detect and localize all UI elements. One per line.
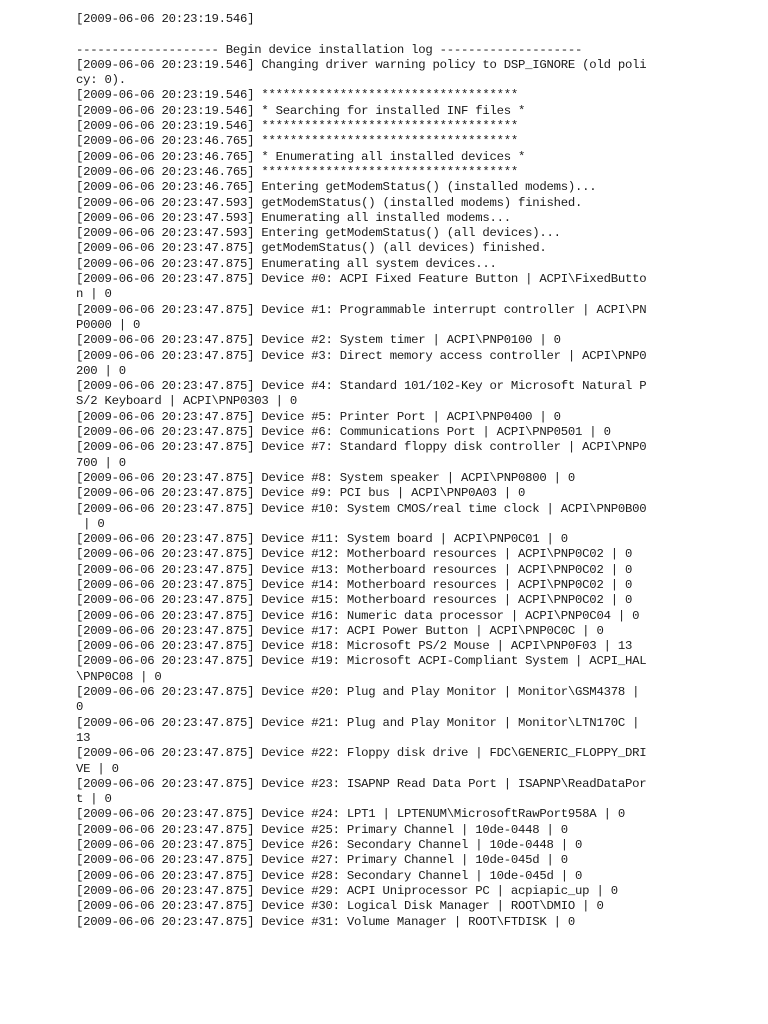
log-line: [2009-06-06 20:23:47.875] Device #23: ISAPNP Read Data Port | ISAPNP\ReadDataPor [76, 776, 647, 791]
log-line: [2009-06-06 20:23:47.593] getModemStatus() (installed modems) finished. [76, 195, 583, 210]
log-line: [2009-06-06 20:23:47.875] getModemStatus() (all devices) finished. [76, 241, 547, 256]
log-line: [2009-06-06 20:23:47.875] Device #2: System timer | ACPI\PNP0100 | 0 [76, 333, 561, 348]
log-line: \PNP0C08 | 0 [76, 669, 162, 684]
log-line: [2009-06-06 20:23:47.875] Device #13: Motherboard resources | ACPI\PNP0C02 | 0 [76, 562, 633, 577]
log-line: [2009-06-06 20:23:19.546] ************************************ [76, 88, 519, 103]
log-line: [2009-06-06 20:23:46.765] ************************************ [76, 134, 519, 149]
log-line: [2009-06-06 20:23:47.875] Device #31: Volume Manager | ROOT\FTDISK | 0 [76, 914, 576, 929]
log-line: 700 | 0 [76, 455, 126, 470]
log-line: [2009-06-06 20:23:47.875] Device #10: System CMOS/real time clock | ACPI\PNP0B00 [76, 501, 647, 516]
log-line: [2009-06-06 20:23:47.875] Device #26: Secondary Channel | 10de-0448 | 0 [76, 838, 583, 853]
log-line: [2009-06-06 20:23:47.875] Device #7: Standard floppy disk controller | ACPI\PNP0 [76, 440, 647, 455]
log-line: [2009-06-06 20:23:47.875] Device #5: Printer Port | ACPI\PNP0400 | 0 [76, 409, 561, 424]
log-line: [2009-06-06 20:23:47.875] Device #8: System speaker | ACPI\PNP0800 | 0 [76, 470, 576, 485]
log-line: [2009-06-06 20:23:47.875] Device #4: Standard 101/102-Key or Microsoft Natural P [76, 379, 647, 394]
log-line: [2009-06-06 20:23:19.546] [76, 12, 255, 26]
log-line: cy: 0). [76, 73, 126, 88]
log-line [76, 27, 676, 42]
log-line: [2009-06-06 20:23:47.875] Device #1: Programmable interrupt controller | ACPI\PN [76, 302, 647, 317]
log-line: [2009-06-06 20:23:47.875] Device #27: Primary Channel | 10de-045d | 0 [76, 853, 568, 868]
log-line: [2009-06-06 20:23:47.875] Device #6: Communications Port | ACPI\PNP0501 | 0 [76, 425, 611, 440]
log-line: [2009-06-06 20:23:47.875] Device #21: Plug and Play Monitor | Monitor\LTN170C | [76, 715, 640, 730]
device-installation-log [76, 12, 676, 930]
log-line: [2009-06-06 20:23:47.875] Device #9: PCI bus | ACPI\PNP0A03 | 0 [76, 486, 526, 501]
log-line: [2009-06-06 20:23:47.593] Entering getModemStatus() (all devices)... [76, 226, 561, 241]
log-line: [2009-06-06 20:23:47.875] Device #15: Motherboard resources | ACPI\PNP0C02 | 0 [76, 593, 633, 608]
log-line: S/2 Keyboard | ACPI\PNP0303 | 0 [76, 394, 298, 409]
log-line: [2009-06-06 20:23:47.875] Device #0: ACPI Fixed Feature Button | ACPI\FixedButto [76, 272, 647, 287]
log-line: [2009-06-06 20:23:47.875] Device #20: Plug and Play Monitor | Monitor\GSM4378 | [76, 685, 640, 700]
log-line: [2009-06-06 20:23:47.875] Enumerating all system devices... [76, 256, 497, 271]
log-line: [2009-06-06 20:23:47.875] Device #16: Numeric data processor | ACPI\PNP0C04 | 0 [76, 608, 640, 623]
log-line: [2009-06-06 20:23:47.875] Device #12: Motherboard resources | ACPI\PNP0C02 | 0 [76, 547, 633, 562]
log-line: [2009-06-06 20:23:47.875] Device #29: ACPI Uniprocessor PC | acpiapic_up | 0 [76, 883, 618, 898]
log-line: [2009-06-06 20:23:47.875] Device #22: Floppy disk drive | FDC\GENERIC_FLOPPY_DRI [76, 746, 647, 761]
log-line: [2009-06-06 20:23:19.546] ************************************ [76, 119, 519, 134]
log-line: [2009-06-06 20:23:47.875] Device #25: Primary Channel | 10de-0448 | 0 [76, 822, 568, 837]
log-line: [2009-06-06 20:23:19.546] * Searching for installed INF files * [76, 103, 526, 118]
log-line: n | 0 [76, 287, 112, 302]
log-line: 0 [76, 700, 84, 715]
log-line: [2009-06-06 20:23:19.546] Changing driver warning policy to DSP_IGNORE (old poli [76, 57, 647, 72]
log-line: VE | 0 [76, 761, 119, 776]
log-line: [2009-06-06 20:23:47.875] Device #30: Logical Disk Manager | ROOT\DMIO | 0 [76, 899, 604, 914]
log-line: [2009-06-06 20:23:46.765] Entering getModemStatus() (installed modems)... [76, 180, 597, 195]
log-line: [2009-06-06 20:23:46.765] ************************************ [76, 164, 519, 179]
log-line: | 0 [76, 516, 105, 531]
log-line: 200 | 0 [76, 363, 126, 378]
log-line: [2009-06-06 20:23:47.875] Device #19: Microsoft ACPI-Compliant System | ACPI_HAL [76, 654, 647, 669]
log-line: [2009-06-06 20:23:47.875] Device #24: LPT1 | LPTENUM\MicrosoftRawPort958A | 0 [76, 807, 625, 822]
log-line: 13 [76, 730, 91, 745]
log-line: [2009-06-06 20:23:47.593] Enumerating all installed modems... [76, 210, 511, 225]
log-line: [2009-06-06 20:23:47.875] Device #14: Motherboard resources | ACPI\PNP0C02 | 0 [76, 577, 633, 592]
log-line: [2009-06-06 20:23:47.875] Device #28: Secondary Channel | 10de-045d | 0 [76, 868, 583, 883]
log-line: [2009-06-06 20:23:47.875] Device #18: Microsoft PS/2 Mouse | ACPI\PNP0F03 | 13 [76, 639, 633, 654]
log-line: [2009-06-06 20:23:47.875] Device #3: Direct memory access controller | ACPI\PNP0 [76, 348, 647, 363]
log-line: P0000 | 0 [76, 317, 141, 332]
log-line: [2009-06-06 20:23:46.765] * Enumerating all installed devices * [76, 149, 526, 164]
log-line: t | 0 [76, 792, 112, 807]
log-line: [2009-06-06 20:23:47.875] Device #17: ACPI Power Button | ACPI\PNP0C0C | 0 [76, 623, 604, 638]
log-line: [2009-06-06 20:23:47.875] Device #11: System board | ACPI\PNP0C01 | 0 [76, 532, 568, 547]
log-line: -------------------- Begin device installation log -------------------- [76, 42, 583, 57]
